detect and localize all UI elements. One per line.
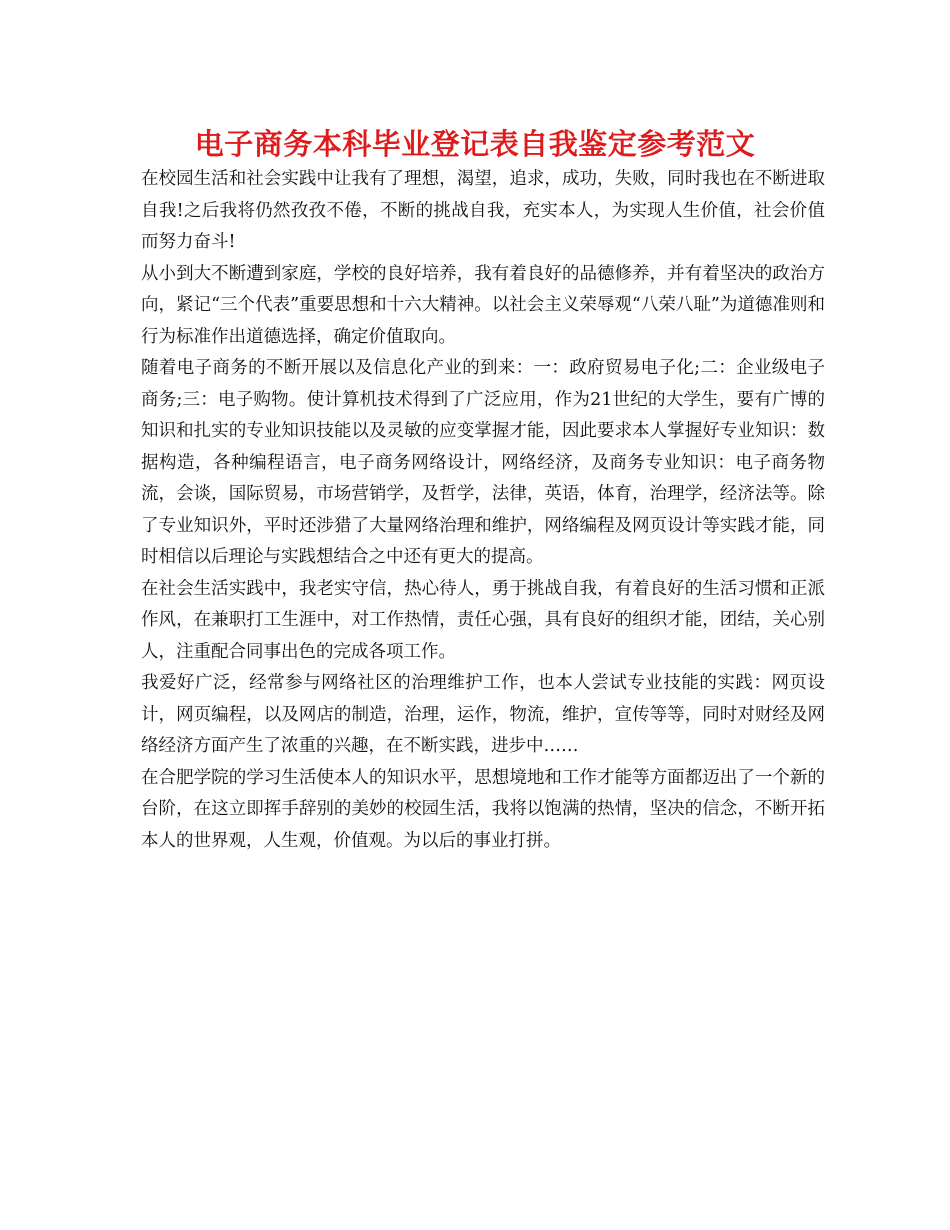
paragraph: 我爱好广泛，经常参与网络社区的治理维护工作，也本人尝试专业技能的实践：网页设计，网页编程，以及网店的制造，治理，运作，物流，维护，宣传等等，同时对财经及网络经济方面产生了浓重的兴趣，在不断实践，进步中……	[141, 673, 825, 756]
paragraph: 随着电子商务的不断开展以及信息化产业的到来：一：政府贸易电子化;二：企业级电子商务;三：电子购物。使计算机技术得到了广泛应用，作为21世纪的大学生，要有广博的知识和扎实的专业知识技能以及灵敏的应变掌握才能，因此要求本人掌握好专业知识：数据构造，各种编程语言，电子商务网络设计，网络经济，及商务专业知识：电子商务物流，会谈，国际贸易，市场营销学，及哲学，法律，英语，体育，治理学，经济法等。除了专业知识外，平时还涉猎了大量网络治理和维护，网络编程及网页设计等实践才能，同时相信以后理论与实践想结合之中还有更大的提高。	[141, 358, 825, 567]
paragraph: 在社会生活实践中，我老实守信，热心待人，勇于挑战自我，有着良好的生活习惯和正派作风，在兼职打工生涯中，对工作热情，责任心强，具有良好的组织才能，团结，关心别人，注重配合同事出色的完成各项工作。	[141, 578, 825, 662]
paragraph: 在校园生活和社会实践中让我有了理想，渴望，追求，成功，失败，同时我也在不断进取自我!之后我将仍然孜孜不倦，不断的挑战自我，充实本人，为实现人生价值，社会价值而努力奋斗!	[141, 169, 825, 252]
document-title: 电子商务本科毕业登记表自我鉴定参考范文	[194, 127, 756, 161]
document-body	[141, 164, 825, 857]
paragraph: 在合肥学院的学习生活使本人的知识水平，思想境地和工作才能等方面都迈出了一个新的台阶，在这立即挥手辞别的美妙的校园生活，我将以饱满的热情，坚决的信念，不断开拓本人的世界观，人生观，价值观。为以后的事业打拼。	[141, 767, 825, 851]
paragraph: 从小到大不断遭到家庭，学校的良好培养，我有着良好的品德修养，并有着坚决的政治方向，紧记“三个代表”重要思想和十六大精神。以社会主义荣辱观“八荣八耻”为道德准则和行为标准作出道德选择，确定价值取向。	[141, 263, 825, 347]
